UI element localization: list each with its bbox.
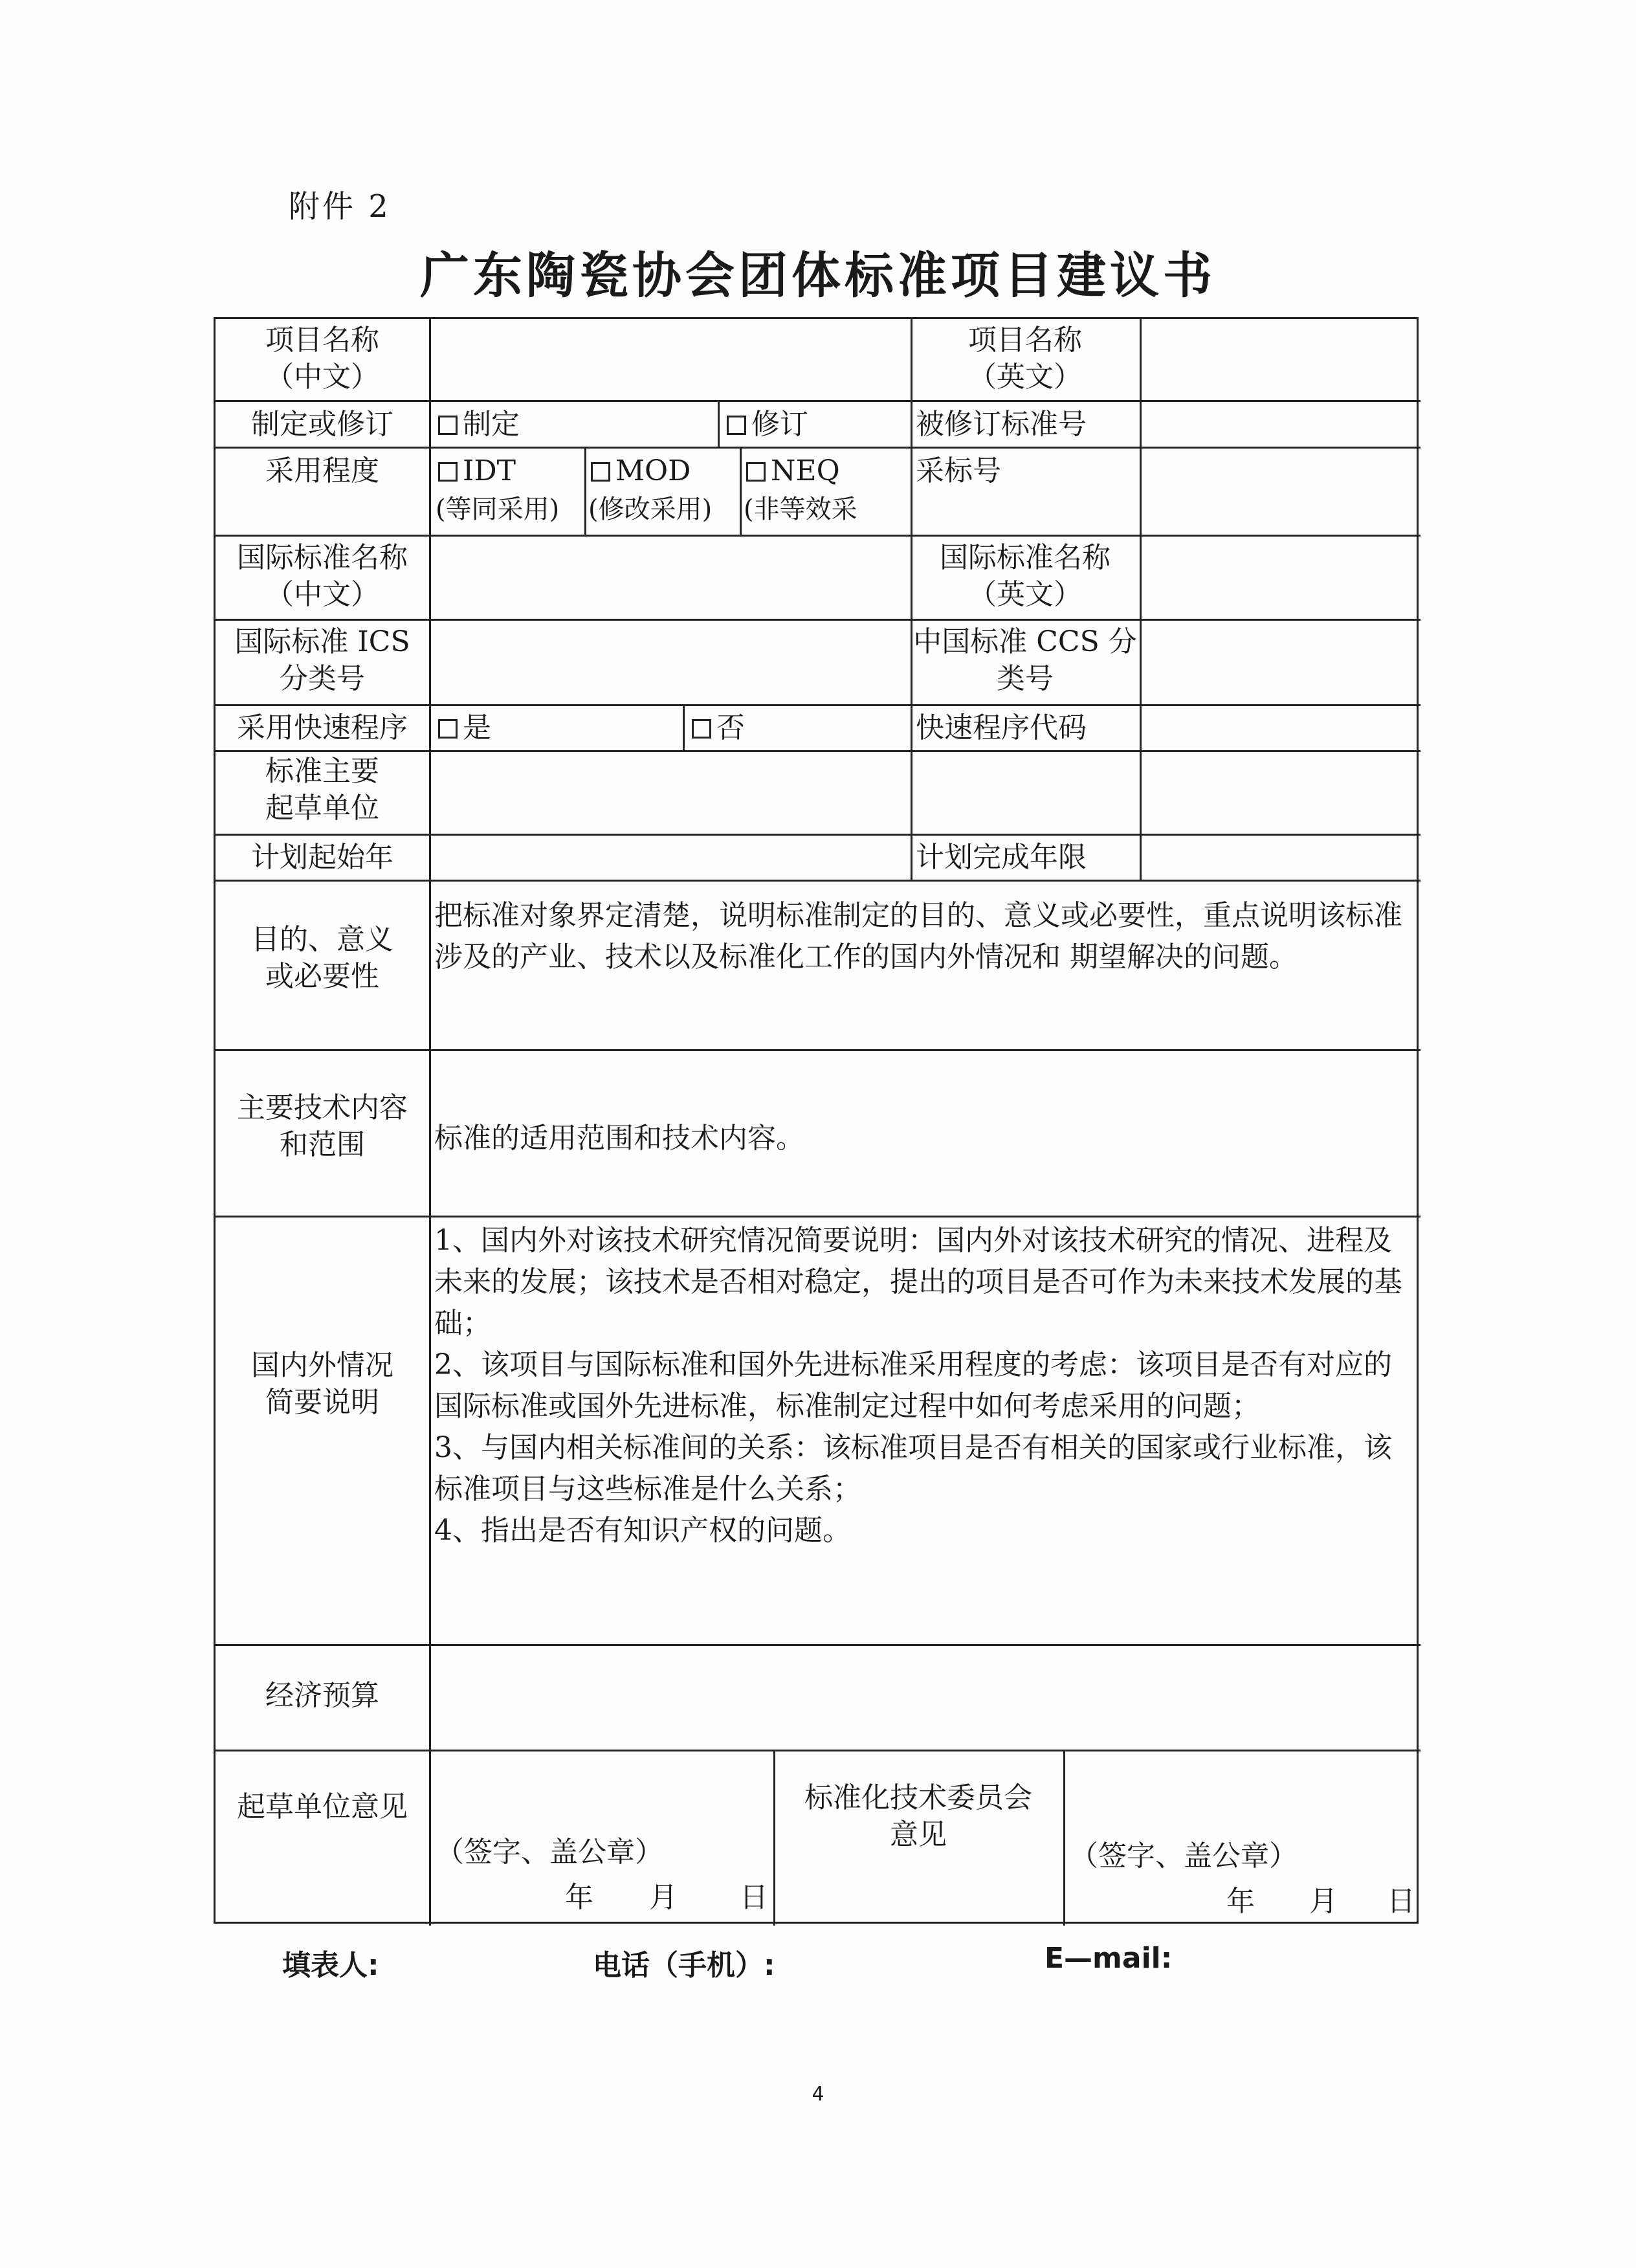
option-mod-note: (修改采用) — [588, 495, 713, 524]
drafting-unit-label: 标准主要 起草单位 — [265, 755, 379, 825]
adoption-degree-label: 采用程度 — [265, 454, 379, 487]
tech-content-text: 标准的适用范围和技术内容。 — [434, 1122, 804, 1155]
checkbox-revise[interactable] — [727, 416, 746, 435]
situation-item-3: 3、与国内相关标准间的关系：该标准项目是否有相关的国家或行业标准，该标准项目与这些标准是什么关系； — [434, 1431, 1392, 1506]
fast-track-label: 采用快速程序 — [237, 711, 408, 744]
proposal-form — [214, 317, 1419, 1924]
purpose-label: 目的、意义 或必要性 — [251, 923, 393, 994]
option-neq[interactable]: NEQ — [746, 452, 840, 489]
checkbox-no[interactable] — [692, 719, 711, 739]
committee-date-year: 年 — [1226, 1885, 1255, 1918]
situation-text — [434, 1220, 1415, 1551]
option-mod[interactable]: MOD — [591, 452, 691, 489]
filler-label: 填表人: — [282, 1949, 379, 1982]
project-name-cn-label: 项目名称 （中文） — [265, 324, 379, 394]
situation-label: 国内外情况 简要说明 — [251, 1349, 393, 1419]
page-number: 4 — [812, 2083, 824, 2106]
annex-label: 附件 2 — [289, 188, 391, 225]
make-or-revise-label: 制定或修订 — [251, 408, 393, 441]
checkbox-yes[interactable] — [438, 719, 458, 739]
option-yes[interactable]: 是 — [438, 709, 491, 746]
plan-finish-label: 计划完成年限 — [916, 841, 1087, 874]
committee-sign-seal-note: （签字、盖公章） — [1070, 1840, 1298, 1873]
drafting-sign-seal-note: （签字、盖公章） — [436, 1836, 663, 1869]
checkbox-neq[interactable] — [746, 462, 766, 482]
email-label: E—mail: — [1045, 1942, 1173, 1975]
drafting-date-month: 月 — [649, 1881, 678, 1914]
committee-opinion-label: 标准化技术委员会 意见 — [804, 1781, 1032, 1852]
option-idt-note: (等同采用) — [436, 495, 560, 524]
page-title: 广东陶瓷协会团体标准项目建议书 — [420, 247, 1216, 304]
checkbox-make[interactable] — [438, 416, 458, 435]
option-neq-note: (非等效采 — [744, 495, 857, 524]
drafting-date-year: 年 — [565, 1881, 593, 1914]
intl-std-name-cn-label: 国际标准名称 （中文） — [237, 541, 408, 612]
intl-std-name-en-label: 国际标准名称 （英文） — [940, 541, 1111, 612]
situation-item-4: 4、指出是否有知识产权的问题。 — [434, 1514, 851, 1547]
drafting-date-day: 日 — [740, 1881, 768, 1914]
checkbox-idt[interactable] — [438, 462, 458, 482]
situation-item-2: 2、该项目与国际标准和国外先进标准采用程度的考虑：该项目是否有对应的国际标准或国外先进标准，标准制定过程中如何考虑采用的问题； — [434, 1348, 1392, 1423]
plan-start-label: 计划起始年 — [251, 841, 393, 874]
purpose-text: 把标准对象界定清楚，说明标准制定的目的、意义或必要性，重点说明该标准涉及的产业、技术以及标准化工作的国内外情况和 期望解决的问题。 — [434, 899, 1402, 973]
option-idt[interactable]: IDT — [438, 452, 516, 489]
drafting-opinion-label: 起草单位意见 — [237, 1790, 408, 1823]
budget-label: 经济预算 — [265, 1679, 379, 1712]
committee-date-day: 日 — [1387, 1885, 1415, 1918]
tech-content-label: 主要技术内容 和范围 — [237, 1091, 408, 1162]
checkbox-mod[interactable] — [591, 462, 610, 482]
revised-std-no-label: 被修订标准号 — [916, 408, 1087, 441]
china-ccs-label: 中国标准 CCS 分 类号 — [913, 625, 1137, 696]
fast-track-code-label: 快速程序代码 — [916, 711, 1087, 744]
option-revise[interactable]: 修订 — [727, 406, 808, 443]
option-no[interactable]: 否 — [692, 709, 745, 746]
adopted-std-no-label: 采标号 — [916, 454, 1001, 487]
project-name-en-label: 项目名称 （英文） — [968, 324, 1082, 394]
phone-label: 电话（手机）: — [593, 1949, 775, 1982]
option-make[interactable]: 制定 — [438, 406, 520, 443]
committee-date-month: 月 — [1309, 1885, 1338, 1918]
intl-ics-label: 国际标准 ICS 分类号 — [234, 625, 410, 696]
situation-item-1: 1、国内外对该技术研究情况简要说明：国内外对该技术研究的情况、进程及未来的发展；该技术是否相对稳定，提出的项目是否可作为未来技术发展的基础； — [434, 1224, 1402, 1340]
